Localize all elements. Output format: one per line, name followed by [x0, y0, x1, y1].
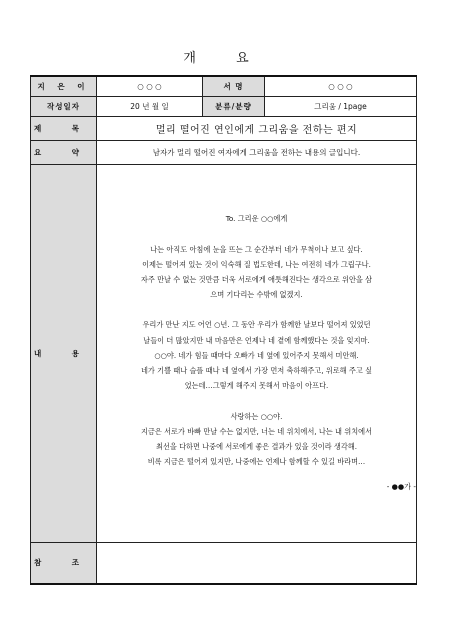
blank-line — [97, 394, 416, 409]
content-body — [97, 164, 417, 542]
note-label: 참 조 — [31, 542, 97, 584]
letter-line: 이제는 떨어져 있는 것이 익숙해 질 법도한데, 나는 여전히 네가 그립구나. — [142, 259, 371, 269]
letter-line: 네가 기쁠 때나 슬플 때나 네 옆에서 가장 먼저 축하해주고, 위로해 주고 싶 — [140, 366, 373, 376]
summary-row — [31, 140, 417, 164]
note-row — [31, 542, 417, 584]
category-value: 그리움 / 1page — [265, 96, 417, 116]
author-label: 지 은 이 — [31, 76, 97, 96]
letter-line: 비록 지금은 떨어져 있지만, 나중에는 언제나 함께할 수 있길 바라며… — [147, 457, 366, 467]
blank-line — [97, 302, 416, 317]
document-title: 개 요 — [183, 51, 267, 66]
letter-line: 최선을 다하면 나중에 서로에게 좋은 결과가 있을 것이라 생각해. — [155, 441, 358, 451]
subject-label: 제 목 — [31, 116, 97, 140]
letter-line: 날들이 더 많았지만 내 마음만은 언제나 네 곁에 함께했다는 것을 잊지마. — [143, 335, 370, 345]
recipient-label: 서 명 — [203, 76, 265, 96]
author-value: ○ ○ ○ — [97, 76, 203, 96]
note-value — [97, 542, 417, 584]
letter-line: 자주 만날 수 없는 것만큼 더욱 서로에게 애틋해진다는 생각으로 위안을 삼 — [140, 275, 373, 285]
letter-line: To. 그리운 ○○에게 — [225, 214, 288, 224]
letter-line: 으며 기다리는 수밖에 없겠지. — [210, 290, 303, 300]
summary-label: 요 약 — [31, 140, 97, 164]
author-row — [31, 76, 417, 96]
letter-line: 지금은 서로가 바빠 만날 수는 없지만, 너는 네 위치에서, 나는 내 위치에서 — [140, 426, 373, 436]
content-row — [31, 164, 417, 542]
letter-line: ○○야. 네가 힘들 때마다 오빠가 네 옆에 있어주지 못해서 미안해. — [154, 350, 359, 360]
letter-line: 사랑하는 ○○야. — [230, 411, 283, 421]
content-label: 내 용 — [31, 164, 97, 542]
signature: - ●●가 - — [386, 482, 416, 492]
summary-value: 남자가 멀리 떨어진 여자에게 그리움을 전하는 내용의 글입니다. — [97, 140, 417, 164]
category-label: 분류/분량 — [203, 96, 265, 116]
date-value: 20 년 월 일 — [97, 96, 203, 116]
summary-form — [30, 75, 417, 585]
letter-line: 우리가 만난 지도 어언 ○년. 그 동안 우리가 함께한 날보다 떨어져 있었던 — [142, 320, 371, 330]
date-label: 작성일자 — [31, 96, 97, 116]
letter-line: 나는 아직도 아침에 눈을 뜨는 그 순간부터 네가 무척이나 보고 싶다. — [150, 244, 363, 254]
letter-line: 었는데…그렇게 해주지 못해서 마음이 아프다. — [184, 381, 329, 391]
date-row — [31, 96, 417, 116]
blank-line — [97, 227, 416, 242]
subject-value: 멀리 떨어진 연인에게 그리움을 전하는 편지 — [97, 116, 417, 140]
recipient-value: ○ ○ ○ — [265, 76, 417, 96]
letter-text — [97, 211, 416, 469]
subject-row — [31, 116, 417, 140]
